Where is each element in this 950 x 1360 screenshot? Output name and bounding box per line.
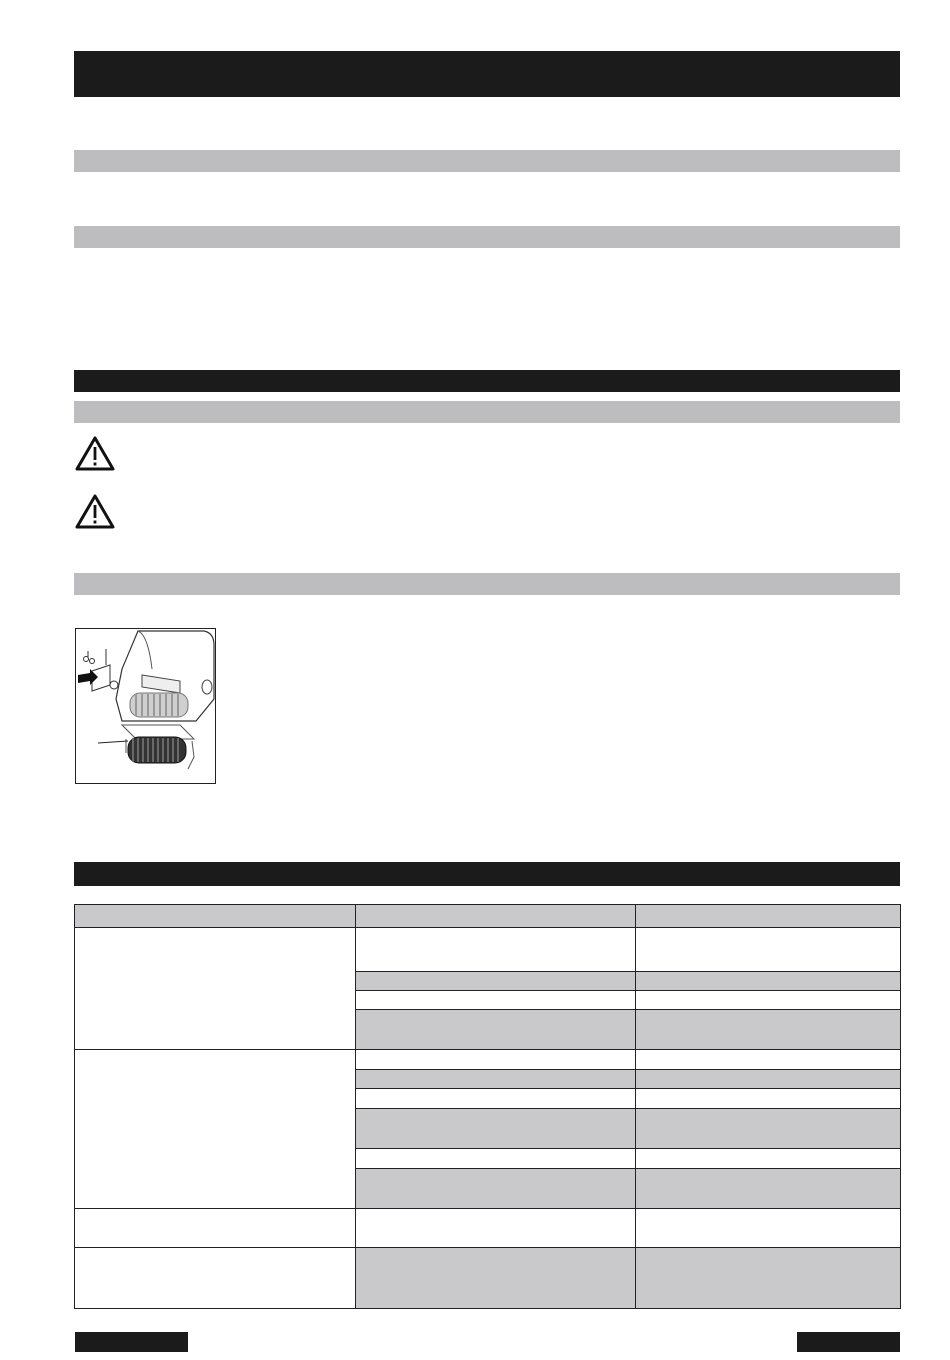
troubleshooting-table [74,904,901,1309]
problem-cell [75,1050,356,1209]
cause-cell [356,1209,636,1248]
table-row [75,1209,901,1248]
remedy-cell [636,1248,901,1309]
column-header-cause [356,905,636,928]
remedy-cell [636,1209,901,1248]
table-row [75,1248,901,1309]
machine-brush-illustration [76,629,215,783]
remedy-cell [636,1010,901,1050]
section-bar-4 [74,401,900,423]
cause-cell [356,1050,636,1070]
cause-cell [356,1109,636,1149]
remedy-cell [636,1169,901,1209]
section-bar-2 [74,226,900,248]
warning-triangle-icon [75,494,115,530]
cause-cell [356,1010,636,1050]
brush-replacement-figure [75,628,216,784]
table-header-row [75,905,901,928]
remedy-cell [636,1050,901,1070]
section-bar-3 [74,370,900,392]
page-header-bar [74,51,900,97]
cause-cell [356,991,636,1010]
remedy-cell [636,1109,901,1149]
section-bar-1 [74,150,900,172]
remedy-cell [636,1070,901,1089]
warning-triangle-icon [75,436,115,472]
problem-cell [75,1209,356,1248]
column-header-problem [75,905,356,928]
footer-tab-left [75,1332,188,1352]
remedy-cell [636,1089,901,1109]
remedy-cell [636,972,901,991]
cause-cell [356,972,636,991]
problem-cell [75,1248,356,1309]
cause-cell [356,1149,636,1169]
table-row [75,928,901,972]
remedy-cell [636,991,901,1010]
footer-tab-right [797,1332,900,1352]
cause-cell [356,928,636,972]
cause-cell [356,1070,636,1089]
cause-cell [356,1248,636,1309]
column-header-remedy [636,905,901,928]
problem-cell [75,928,356,1050]
remedy-cell [636,1149,901,1169]
section-bar-5 [74,573,900,595]
table-row [75,1050,901,1070]
section-bar-6 [74,862,900,886]
cause-cell [356,1089,636,1109]
cause-cell [356,1169,636,1209]
remedy-cell [636,928,901,972]
